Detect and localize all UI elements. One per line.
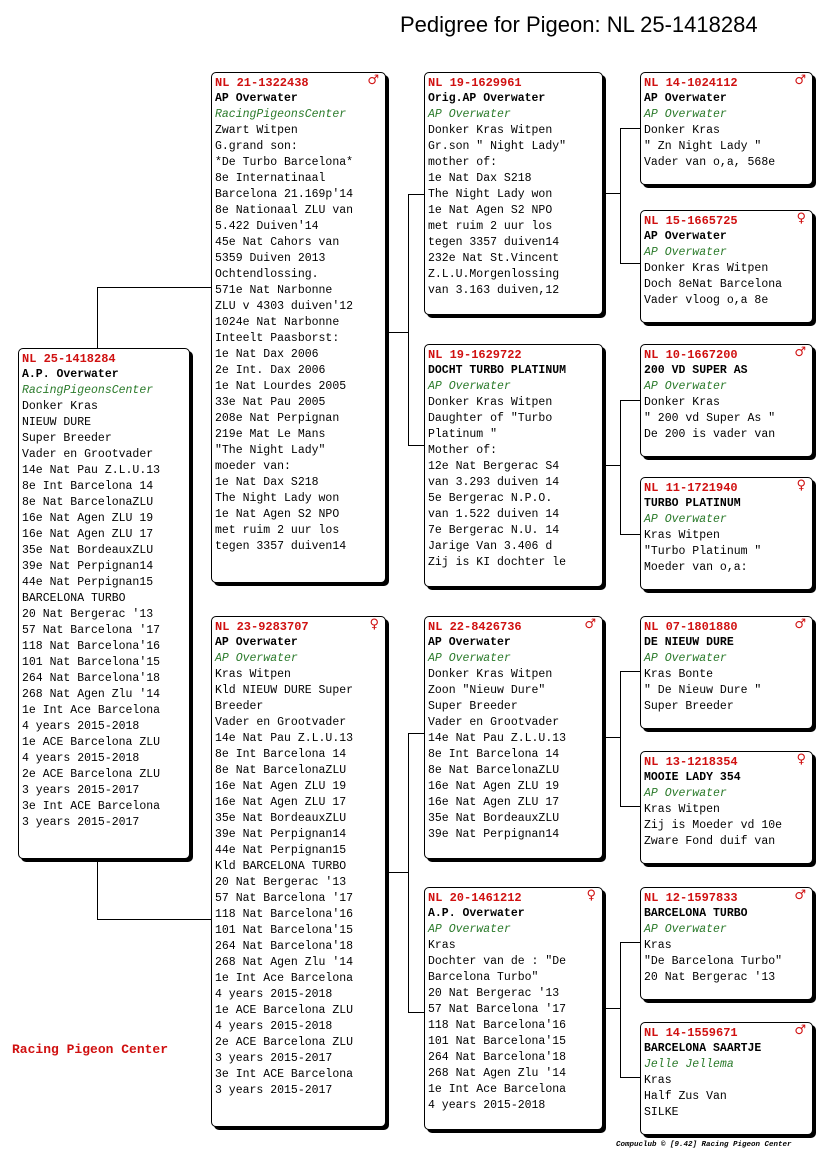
pigeon-card-dam[interactable] — [211, 616, 386, 1127]
pedigree-line: 3e Int ACE Barcelona — [215, 1068, 354, 1081]
pedigree-line: Breeder — [215, 700, 264, 713]
pedigree-line: *De Turbo Barcelona* — [215, 156, 354, 169]
owner-name: AP Overwater — [215, 636, 298, 649]
connector-line — [408, 194, 425, 195]
pedigree-line: Barcelona Turbo" — [428, 971, 539, 984]
pigeon-card-sire[interactable] — [211, 72, 386, 583]
pedigree-line: 4 years 2015-2018 — [22, 720, 140, 733]
pedigree-line: 39e Nat Perpignan14 — [215, 828, 347, 841]
pedigree-line: "Turbo Platinum " — [644, 545, 762, 558]
pigeon-card-ggp-6[interactable] — [640, 751, 813, 864]
pedigree-line: 1e Nat Dax 2006 — [215, 348, 319, 361]
pedigree-line: 1e Int Ace Barcelona — [215, 972, 354, 985]
pedigree-line: 101 Nat Barcelona'15 — [22, 656, 161, 669]
pedigree-line: ZLU v 4303 duiven'12 — [215, 300, 354, 313]
pedigree-line: The Night Lady won — [215, 492, 340, 505]
pedigree-line: 1e Int Ace Barcelona — [22, 704, 161, 717]
male-icon: ♂ — [584, 617, 596, 632]
pedigree-line: 57 Nat Barcelona '17 — [22, 624, 161, 637]
breeder-name: RacingPigeonsCenter — [215, 108, 347, 121]
pedigree-line: BARCELONA TURBO — [22, 592, 126, 605]
connector-line — [408, 445, 425, 446]
connector-line — [620, 671, 640, 672]
owner-name: AP Overwater — [428, 636, 511, 649]
breeder-name: AP Overwater — [644, 246, 727, 259]
pedigree-line: Donker Kras Witpen — [428, 396, 553, 409]
pedigree-line: 3 years 2015-2017 — [215, 1052, 333, 1065]
pedigree-line: Half Zus Van — [644, 1090, 727, 1103]
pedigree-line: 232e Nat St.Vincent — [428, 252, 560, 265]
pedigree-line: 1e Nat Lourdes 2005 — [215, 380, 347, 393]
pedigree-line: 3 years 2015-2017 — [22, 816, 140, 829]
connector-line — [620, 534, 640, 535]
pedigree-line: Inteelt Paasborst: — [215, 332, 340, 345]
pigeon-card-ggp-4[interactable] — [640, 477, 813, 590]
pedigree-line: 39e Nat Perpignan14 — [22, 560, 154, 573]
pedigree-line: 14e Nat Pau Z.L.U.13 — [215, 732, 354, 745]
pedigree-line: Jarige Van 3.406 d — [428, 540, 553, 553]
owner-name: DOCHT TURBO PLATINUM — [428, 364, 567, 377]
pigeon-card-sire-sire[interactable] — [424, 72, 603, 315]
pedigree-line: Dochter van de : "De — [428, 955, 567, 968]
pedigree-line: 16e Nat Agen ZLU 17 — [215, 796, 347, 809]
pedigree-line: 219e Mat Le Mans — [215, 428, 326, 441]
pedigree-line: 14e Nat Pau Z.L.U.13 — [428, 732, 567, 745]
pedigree-line: " Zn Night Lady " — [644, 140, 762, 153]
pedigree-line: 571e Nat Narbonne — [215, 284, 333, 297]
pedigree-line: "De Barcelona Turbo" — [644, 955, 783, 968]
pigeon-card-ggp-2[interactable] — [640, 210, 813, 323]
pedigree-line: Kras Bonte — [644, 668, 714, 681]
breeder-name: AP Overwater — [644, 923, 727, 936]
pedigree-line: 35e Nat BordeauxZLU — [428, 812, 560, 825]
connector-line — [620, 400, 640, 401]
pedigree-line: 3 years 2015-2017 — [22, 784, 140, 797]
pedigree-line: 8e Int Barcelona 14 — [22, 480, 154, 493]
pigeon-card-ggp-5[interactable] — [640, 616, 813, 729]
pedigree-line: tegen 3357 duiven14 — [428, 236, 560, 249]
pedigree-line: 7e Bergerac N.U. 14 — [428, 524, 560, 537]
pedigree-line: Kras Witpen — [644, 803, 720, 816]
pedigree-line: 1e Nat Agen S2 NPO — [428, 204, 553, 217]
breeder-name: AP Overwater — [428, 108, 511, 121]
owner-name: MOOIE LADY 354 — [644, 771, 741, 784]
pedigree-line: Barcelona 21.169p'14 — [215, 188, 354, 201]
pigeon-card-ggp-7[interactable] — [640, 887, 813, 1000]
pedigree-line: van 1.522 duiven 14 — [428, 508, 560, 521]
pedigree-line: 45e Nat Cahors van — [215, 236, 340, 249]
pedigree-line: Donker Kras Witpen — [644, 262, 769, 275]
pedigree-line: tegen 3357 duiven14 — [215, 540, 347, 553]
pedigree-line: 264 Nat Barcelona'18 — [22, 672, 161, 685]
pedigree-line: 264 Nat Barcelona'18 — [215, 940, 354, 953]
pedigree-line: mother of: — [428, 156, 498, 169]
pedigree-line: van 3.163 duiven,12 — [428, 284, 560, 297]
pedigree-line: 1e Nat Agen S2 NPO — [215, 508, 340, 521]
owner-name: Orig.AP Overwater — [428, 92, 546, 105]
pedigree-line: De 200 is vader van — [644, 428, 776, 441]
pedigree-line: 57 Nat Barcelona '17 — [215, 892, 354, 905]
breeder-name: AP Overwater — [428, 652, 511, 665]
pedigree-line: 8e Nat BarcelonaZLU — [22, 496, 154, 509]
pedigree-line: 5.422 Duiven'14 — [215, 220, 319, 233]
ring-number: NL 10-1667200 — [644, 348, 738, 362]
pedigree-line: " De Nieuw Dure " — [644, 684, 762, 697]
pedigree-line: Zwart Witpen — [215, 124, 298, 137]
pedigree-line: Gr.son " Night Lady" — [428, 140, 567, 153]
connector-line — [97, 287, 98, 349]
male-icon: ♂ — [367, 73, 379, 88]
ring-number: NL 25-1418284 — [22, 352, 116, 366]
pedigree-line: Platinum " — [428, 428, 498, 441]
female-icon: ♀ — [796, 752, 806, 767]
pedigree-line: Super Breeder — [428, 700, 518, 713]
female-icon: ♀ — [796, 211, 806, 226]
pedigree-line: Kras — [644, 939, 672, 952]
pedigree-line: Vader en Grootvader — [22, 448, 154, 461]
pedigree-line: 16e Nat Agen ZLU 19 — [22, 512, 154, 525]
ring-number: NL 21-1322438 — [215, 76, 309, 90]
connector-line — [408, 1012, 425, 1013]
connector-line — [620, 671, 621, 807]
pedigree-line: 264 Nat Barcelona'18 — [428, 1051, 567, 1064]
connector-line — [408, 733, 409, 1013]
pedigree-line: 1e ACE Barcelona ZLU — [215, 1004, 354, 1017]
connector-line — [620, 400, 621, 535]
pedigree-line: 3e Int ACE Barcelona — [22, 800, 161, 813]
pedigree-line: Kras Witpen — [644, 529, 720, 542]
pedigree-line: 1e Nat Dax S218 — [215, 476, 319, 489]
pedigree-line: 16e Nat Agen ZLU 19 — [215, 780, 347, 793]
male-icon: ♂ — [794, 1023, 806, 1038]
pedigree-line: 5359 Duiven 2013 — [215, 252, 326, 265]
female-icon: ♀ — [369, 617, 379, 632]
breeder-name: AP Overwater — [644, 380, 727, 393]
pedigree-line: Moeder van o,a: — [644, 561, 748, 574]
pedigree-line: Super Breeder — [644, 700, 734, 713]
connector-line — [603, 465, 620, 466]
pedigree-line: Mother of: — [428, 444, 498, 457]
pedigree-line: 16e Nat Agen ZLU 17 — [428, 796, 560, 809]
pedigree-line: 20 Nat Bergerac '13 — [644, 971, 776, 984]
owner-name: DE NIEUW DURE — [644, 636, 734, 649]
owner-name: AP Overwater — [215, 92, 298, 105]
pedigree-line: 5e Bergerac N.P.O. — [428, 492, 553, 505]
connector-line — [620, 806, 640, 807]
connector-line — [620, 128, 621, 264]
pedigree-line: 20 Nat Bergerac '13 — [22, 608, 154, 621]
pedigree-line: 8e Nationaal ZLU van — [215, 204, 354, 217]
pedigree-line: 4 years 2015-2018 — [215, 988, 333, 1001]
pedigree-line: 33e Nat Pau 2005 — [215, 396, 326, 409]
brand-label: Racing Pigeon Center — [12, 1042, 169, 1057]
owner-name: BARCELONA TURBO — [644, 907, 748, 920]
connector-line — [386, 332, 408, 333]
pedigree-line: 39e Nat Perpignan14 — [428, 828, 560, 841]
pedigree-line: Doch 8eNat Barcelona — [644, 278, 783, 291]
pedigree-line: 20 Nat Bergerac '13 — [428, 987, 560, 1000]
pedigree-line: 1e Int Ace Barcelona — [428, 1083, 567, 1096]
owner-name: AP Overwater — [644, 230, 727, 243]
female-icon: ♀ — [796, 478, 806, 493]
pedigree-line: Zij is Moeder vd 10e — [644, 819, 783, 832]
pedigree-line: Daughter of "Turbo — [428, 412, 553, 425]
pedigree-line: 35e Nat BordeauxZLU — [22, 544, 154, 557]
pedigree-line: Donker Kras — [644, 396, 720, 409]
pedigree-line: 1024e Nat Narbonne — [215, 316, 340, 329]
pedigree-line: 4 years 2015-2018 — [22, 752, 140, 765]
ring-number: NL 22-8426736 — [428, 620, 522, 634]
pedigree-line: met ruim 2 uur los — [215, 524, 340, 537]
ring-number: NL 14-1559671 — [644, 1026, 738, 1040]
connector-line — [408, 733, 425, 734]
connector-line — [603, 1008, 620, 1009]
pedigree-line: 1e ACE Barcelona ZLU — [22, 736, 161, 749]
pedigree-line: 12e Nat Bergerac S4 — [428, 460, 560, 473]
ring-number: NL 11-1721940 — [644, 481, 738, 495]
pedigree-line: 8e Int Barcelona 14 — [215, 748, 347, 761]
pedigree-line: Z.L.U.Morgenlossing — [428, 268, 560, 281]
ring-number: NL 20-1461212 — [428, 891, 522, 905]
connector-line — [620, 128, 640, 129]
pedigree-line: met ruim 2 uur los — [428, 220, 553, 233]
owner-name: 200 VD SUPER AS — [644, 364, 748, 377]
pedigree-line: 268 Nat Agen Zlu '14 — [215, 956, 354, 969]
pedigree-line: 8e Nat BarcelonaZLU — [215, 764, 347, 777]
pedigree-line: 8e Internatinaal — [215, 172, 326, 185]
pedigree-line: 20 Nat Bergerac '13 — [215, 876, 347, 889]
breeder-name: AP Overwater — [428, 923, 511, 936]
pedigree-line: 208e Nat Perpignan — [215, 412, 340, 425]
owner-name: A.P. Overwater — [22, 368, 119, 381]
ring-number: NL 15-1665725 — [644, 214, 738, 228]
pedigree-line: Donker Kras — [644, 124, 720, 137]
female-icon: ♀ — [586, 888, 596, 903]
pedigree-line: Donker Kras Witpen — [428, 668, 553, 681]
pigeon-card-ggp-8[interactable] — [640, 1022, 813, 1135]
owner-name: TURBO PLATINUM — [644, 497, 741, 510]
male-icon: ♂ — [794, 73, 806, 88]
pedigree-line: moeder van: — [215, 460, 291, 473]
pigeon-card-ggp-3[interactable] — [640, 344, 813, 457]
pigeon-card-dam-dam[interactable] — [424, 887, 603, 1130]
connector-line — [408, 194, 409, 446]
pedigree-line: 14e Nat Pau Z.L.U.13 — [22, 464, 161, 477]
male-icon: ♂ — [794, 617, 806, 632]
pedigree-line: 101 Nat Barcelona'15 — [428, 1035, 567, 1048]
pedigree-line: The Night Lady won — [428, 188, 553, 201]
pigeon-card-sire-dam[interactable] — [424, 344, 603, 587]
pedigree-line: 2e Int. Dax 2006 — [215, 364, 326, 377]
pedigree-line: " 200 vd Super As " — [644, 412, 776, 425]
page-title: Pedigree for Pigeon: NL 25-1418284 — [400, 12, 758, 37]
breeder-name: AP Overwater — [644, 652, 727, 665]
pedigree-line: 3 years 2015-2017 — [215, 1084, 333, 1097]
pedigree-line: 57 Nat Barcelona '17 — [428, 1003, 567, 1016]
ring-number: NL 13-1218354 — [644, 755, 738, 769]
owner-name: AP Overwater — [644, 92, 727, 105]
pedigree-line: 118 Nat Barcelona'16 — [215, 908, 354, 921]
breeder-name: AP Overwater — [428, 380, 511, 393]
pedigree-line: van 3.293 duiven 14 — [428, 476, 560, 489]
pedigree-line: G.grand son: — [215, 140, 298, 153]
pedigree-line: 101 Nat Barcelona'15 — [215, 924, 354, 937]
breeder-name: RacingPigeonsCenter — [22, 384, 154, 397]
pedigree-line: Kras Witpen — [215, 668, 291, 681]
breeder-name: Jelle Jellema — [644, 1058, 734, 1071]
ring-number: NL 19-1629961 — [428, 76, 522, 90]
pedigree-line: Zware Fond duif van — [644, 835, 776, 848]
pedigree-line: 16e Nat Agen ZLU 19 — [428, 780, 560, 793]
pedigree-line: 2e ACE Barcelona ZLU — [22, 768, 161, 781]
pedigree-line: 268 Nat Agen Zlu '14 — [428, 1067, 567, 1080]
pedigree-line: 8e Int Barcelona 14 — [428, 748, 560, 761]
pedigree-line: 1e Nat Dax S218 — [428, 172, 532, 185]
connector-line — [620, 1077, 640, 1078]
pedigree-line: Super Breeder — [22, 432, 112, 445]
ring-number: NL 14-1024112 — [644, 76, 738, 90]
footer-credit: Compuclub © [9.42] Racing Pigeon Center — [616, 1141, 792, 1149]
male-icon: ♂ — [794, 345, 806, 360]
breeder-name: AP Overwater — [215, 652, 298, 665]
pedigree-line: Donker Kras Witpen — [428, 124, 553, 137]
pedigree-line: Kld BARCELONA TURBO — [215, 860, 347, 873]
ring-number: NL 07-1801880 — [644, 620, 738, 634]
connector-line — [386, 872, 408, 873]
pedigree-line: Donker Kras — [22, 400, 98, 413]
pedigree-line: 118 Nat Barcelona'16 — [22, 640, 161, 653]
pedigree-line: SILKE — [644, 1106, 679, 1119]
ring-number: NL 23-9283707 — [215, 620, 309, 634]
breeder-name: AP Overwater — [644, 513, 727, 526]
connector-line — [97, 919, 211, 920]
pigeon-card-dam-sire[interactable] — [424, 616, 603, 859]
connector-line — [620, 942, 621, 1078]
connector-line — [620, 942, 640, 943]
pedigree-line: 268 Nat Agen Zlu '14 — [22, 688, 161, 701]
pedigree-line: 44e Nat Perpignan15 — [22, 576, 154, 589]
pedigree-line: 118 Nat Barcelona'16 — [428, 1019, 567, 1032]
connector-line — [603, 737, 620, 738]
pedigree-line: Zij is KI dochter le — [428, 556, 567, 569]
owner-name: A.P. Overwater — [428, 907, 525, 920]
ring-number: NL 12-1597833 — [644, 891, 738, 905]
pedigree-line: Kras — [428, 939, 456, 952]
breeder-name: AP Overwater — [644, 787, 727, 800]
pedigree-line: 16e Nat Agen ZLU 17 — [22, 528, 154, 541]
pedigree-line: Kld NIEUW DURE Super — [215, 684, 354, 697]
owner-name: BARCELONA SAARTJE — [644, 1042, 762, 1055]
pedigree-line: 35e Nat BordeauxZLU — [215, 812, 347, 825]
pedigree-line: Kras — [644, 1074, 672, 1087]
pedigree-line: NIEUW DURE — [22, 416, 92, 429]
connector-line — [620, 263, 640, 264]
pigeon-card-subject[interactable] — [18, 348, 190, 859]
pedigree-line: Zoon "Nieuw Dure" — [428, 684, 546, 697]
male-icon: ♂ — [794, 888, 806, 903]
breeder-name: AP Overwater — [644, 108, 727, 121]
pedigree-line: Vader van o,a, 568e — [644, 156, 776, 169]
pedigree-line: Ochtendlossing. — [215, 268, 319, 281]
connector-line — [603, 193, 620, 194]
pigeon-card-ggp-1[interactable] — [640, 72, 813, 185]
pedigree-line: 4 years 2015-2018 — [428, 1099, 546, 1112]
pedigree-line: Vader en Grootvader — [215, 716, 347, 729]
pedigree-line: 44e Nat Perpignan15 — [215, 844, 347, 857]
pedigree-line: 2e ACE Barcelona ZLU — [215, 1036, 354, 1049]
ring-number: NL 19-1629722 — [428, 348, 522, 362]
pedigree-line: Vader vloog o,a 8e — [644, 294, 769, 307]
pedigree-line: 4 years 2015-2018 — [215, 1020, 333, 1033]
connector-line — [97, 287, 211, 288]
pedigree-line: Vader en Grootvader — [428, 716, 560, 729]
pedigree-line: "The Night Lady" — [215, 444, 326, 457]
pedigree-line: 8e Nat BarcelonaZLU — [428, 764, 560, 777]
connector-line — [97, 859, 98, 920]
